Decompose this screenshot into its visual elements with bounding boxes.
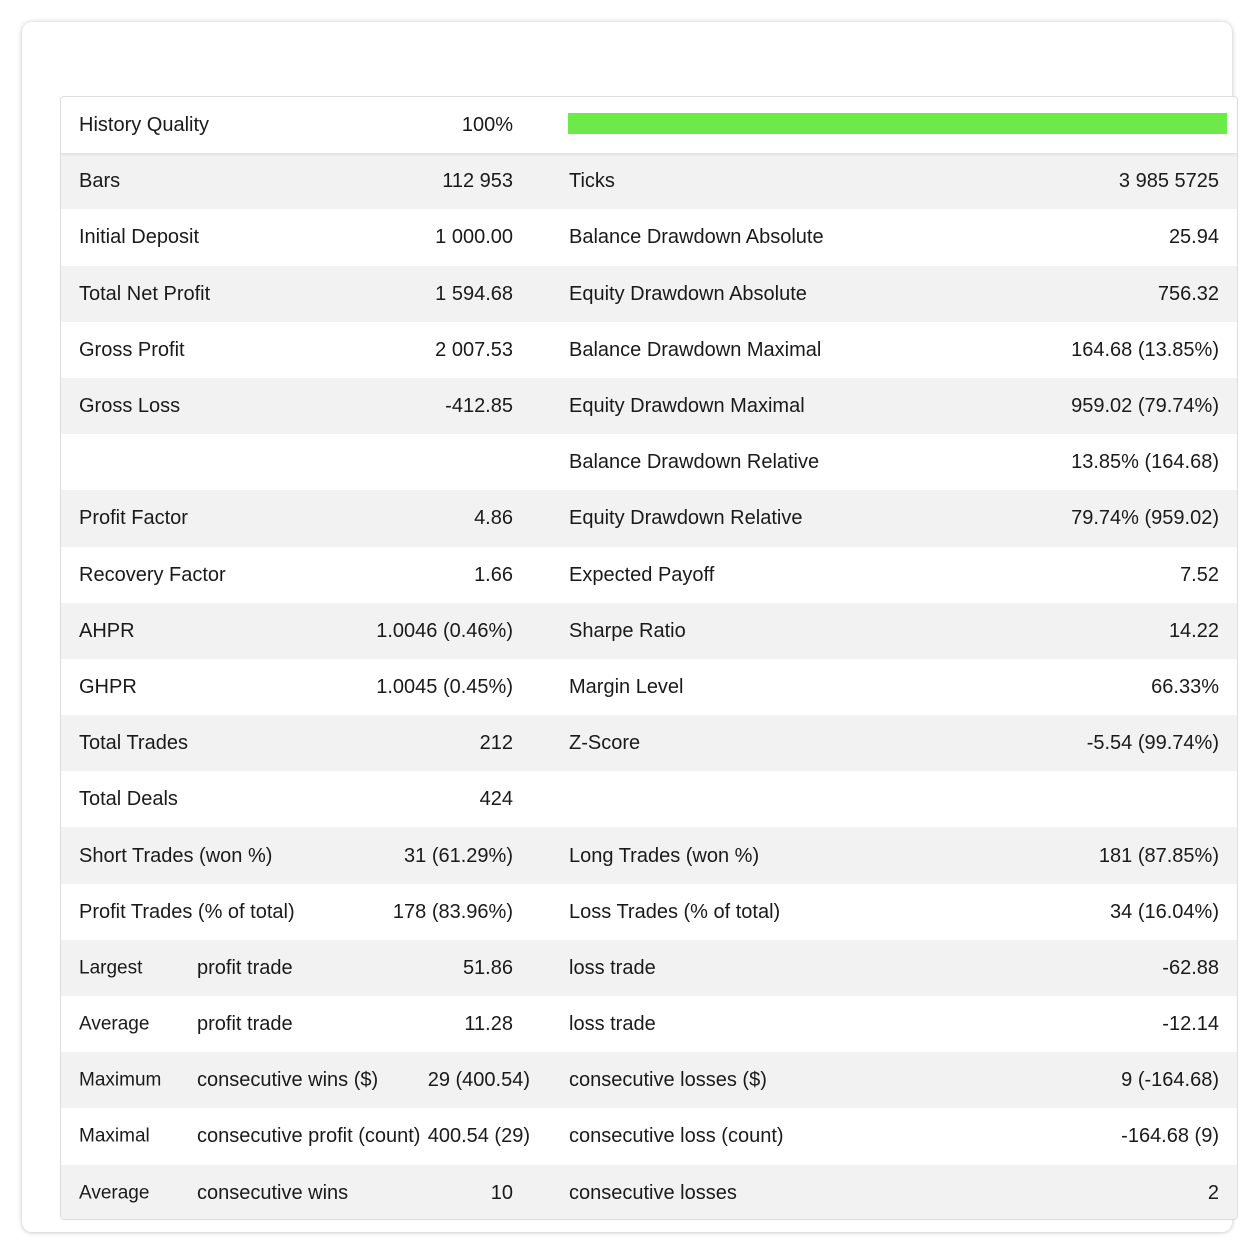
- sharpe-ratio-label: Sharpe Ratio: [569, 619, 686, 642]
- gross-loss-label: Gross Loss: [79, 395, 181, 418]
- total-trades-label: Total Trades: [79, 732, 188, 755]
- table-row: [61, 603, 1237, 659]
- gross-profit-label: Gross Profit: [79, 338, 185, 361]
- average-consecutive-wins-label: consecutive wins: [197, 1181, 349, 1204]
- profit-trades-label: Profit Trades (% of total): [79, 900, 295, 923]
- report-card: [22, 22, 1232, 1232]
- recovery-factor-value: 1.66: [474, 563, 513, 586]
- table-row: [61, 266, 1237, 322]
- profit-factor-value: 4.86: [474, 507, 513, 530]
- bars-label: Bars: [79, 170, 121, 193]
- balance-drawdown-absolute-label: Balance Drawdown Absolute: [569, 226, 824, 249]
- loss-trades-label: Loss Trades (% of total): [569, 900, 781, 923]
- table-row: [61, 940, 1237, 996]
- recovery-factor-label: Recovery Factor: [79, 563, 226, 586]
- history-quality-value: 100%: [461, 114, 513, 137]
- margin-level-value: 66.33%: [1151, 675, 1219, 698]
- maximal-consecutive-loss-label: consecutive loss (count): [569, 1125, 784, 1148]
- ahpr-label: AHPR: [79, 619, 135, 642]
- initial-deposit-label: Initial Deposit: [79, 226, 200, 249]
- expected-payoff-value: 7.52: [1180, 563, 1219, 586]
- average-consecutive-losses-label: consecutive losses: [569, 1181, 737, 1204]
- average-consecutive-wins-value: 10: [490, 1181, 513, 1204]
- table-row: [61, 827, 1237, 883]
- max-consecutive-wins-value: 29 (400.54): [427, 1069, 530, 1092]
- maximal-consecutive-profit-value: 400.54 (29): [427, 1125, 530, 1148]
- z-score-label: Z-Score: [569, 732, 641, 755]
- profit-trades-value: 178 (83.96%): [392, 900, 513, 923]
- ghpr-label: GHPR: [79, 675, 137, 698]
- largest-profit-trade-value: 51.86: [462, 956, 513, 979]
- average-consecutive-losses-value: 2: [1207, 1181, 1219, 1204]
- table-row: [61, 1108, 1237, 1164]
- total-deals-label: Total Deals: [79, 788, 178, 811]
- ticks-value: 3 985 5725: [1118, 170, 1219, 193]
- backtest-report-table: [60, 96, 1238, 1220]
- total-deals-value: 424: [479, 788, 513, 811]
- ghpr-value: 1.0045 (0.45%): [376, 675, 513, 698]
- table-row: [61, 378, 1237, 434]
- largest-loss-trade-label: loss trade: [569, 956, 656, 979]
- maximal-consecutive-loss-value: -164.68 (9): [1121, 1125, 1219, 1148]
- total-trades-value: 212: [479, 732, 513, 755]
- gross-profit-value: 2 007.53: [435, 338, 513, 361]
- balance-drawdown-maximal-value: 164.68 (13.85%): [1071, 338, 1219, 361]
- balance-drawdown-relative-value: 13.85% (164.68): [1071, 451, 1219, 474]
- history-quality-bar: [568, 113, 1227, 134]
- equity-drawdown-maximal-label: Equity Drawdown Maximal: [569, 395, 805, 418]
- table-row: [61, 1165, 1237, 1220]
- ticks-label: Ticks: [569, 170, 615, 193]
- table-row: [61, 322, 1237, 378]
- history-quality-bar-fill: [568, 113, 1227, 134]
- expected-payoff-label: Expected Payoff: [569, 563, 715, 586]
- maximal-consecutive-profit-label: consecutive profit (count): [197, 1125, 421, 1148]
- table-row: [61, 996, 1237, 1052]
- total-net-profit-label: Total Net Profit: [79, 282, 211, 305]
- history-quality-label: History Quality: [79, 114, 210, 137]
- average-loss-trade-label: loss trade: [569, 1013, 656, 1036]
- average-profit-trade-label: profit trade: [197, 1013, 293, 1036]
- balance-drawdown-maximal-label: Balance Drawdown Maximal: [569, 338, 822, 361]
- long-trades-label: Long Trades (won %): [569, 844, 760, 867]
- profit-factor-label: Profit Factor: [79, 507, 188, 530]
- z-score-value: -5.54 (99.74%): [1086, 732, 1219, 755]
- table-row: [61, 715, 1237, 771]
- margin-level-label: Margin Level: [569, 675, 684, 698]
- loss-trades-value: 34 (16.04%): [1110, 900, 1219, 923]
- table-row: [61, 209, 1237, 265]
- long-trades-value: 181 (87.85%): [1098, 844, 1219, 867]
- max-consecutive-wins-label: consecutive wins ($): [197, 1069, 379, 1092]
- balance-drawdown-absolute-value: 25.94: [1168, 226, 1219, 249]
- average-consecutive-group-label: Average: [79, 1182, 150, 1204]
- largest-group-label: Largest: [79, 957, 143, 979]
- initial-deposit-value: 1 000.00: [435, 226, 513, 249]
- maximal-group-label: Maximal: [79, 1125, 150, 1147]
- equity-drawdown-relative-value: 79.74% (959.02): [1071, 507, 1219, 530]
- equity-drawdown-relative-label: Equity Drawdown Relative: [569, 507, 803, 530]
- equity-drawdown-maximal-value: 959.02 (79.74%): [1071, 395, 1219, 418]
- history-quality-row: [61, 97, 1237, 153]
- equity-drawdown-absolute-label: Equity Drawdown Absolute: [569, 282, 807, 305]
- maximum-group-label: Maximum: [79, 1069, 162, 1091]
- average-loss-trade-value: -12.14: [1162, 1013, 1219, 1036]
- bars-value: 112 953: [442, 170, 513, 193]
- table-row: [61, 547, 1237, 603]
- short-trades-value: 31 (61.29%): [404, 844, 513, 867]
- balance-drawdown-relative-label: Balance Drawdown Relative: [569, 451, 820, 474]
- max-consecutive-losses-value: 9 (-164.68): [1121, 1069, 1219, 1092]
- table-row: [61, 1052, 1237, 1108]
- gross-loss-value: -412.85: [445, 395, 513, 418]
- largest-loss-trade-value: -62.88: [1162, 956, 1219, 979]
- short-trades-label: Short Trades (won %): [79, 844, 273, 867]
- table-row: [61, 153, 1237, 209]
- ahpr-value: 1.0046 (0.46%): [376, 619, 513, 642]
- equity-drawdown-absolute-value: 756.32: [1157, 282, 1219, 305]
- average-group-label: Average: [79, 1013, 150, 1035]
- max-consecutive-losses-label: consecutive losses ($): [569, 1069, 767, 1092]
- table-row: [61, 771, 1237, 827]
- table-row: [61, 659, 1237, 715]
- table-row: [61, 434, 1237, 490]
- average-profit-trade-value: 11.28: [464, 1013, 513, 1036]
- total-net-profit-value: 1 594.68: [435, 282, 513, 305]
- table-row: [61, 884, 1237, 940]
- sharpe-ratio-value: 14.22: [1168, 619, 1219, 642]
- largest-profit-trade-label: profit trade: [197, 956, 293, 979]
- table-row: [61, 490, 1237, 546]
